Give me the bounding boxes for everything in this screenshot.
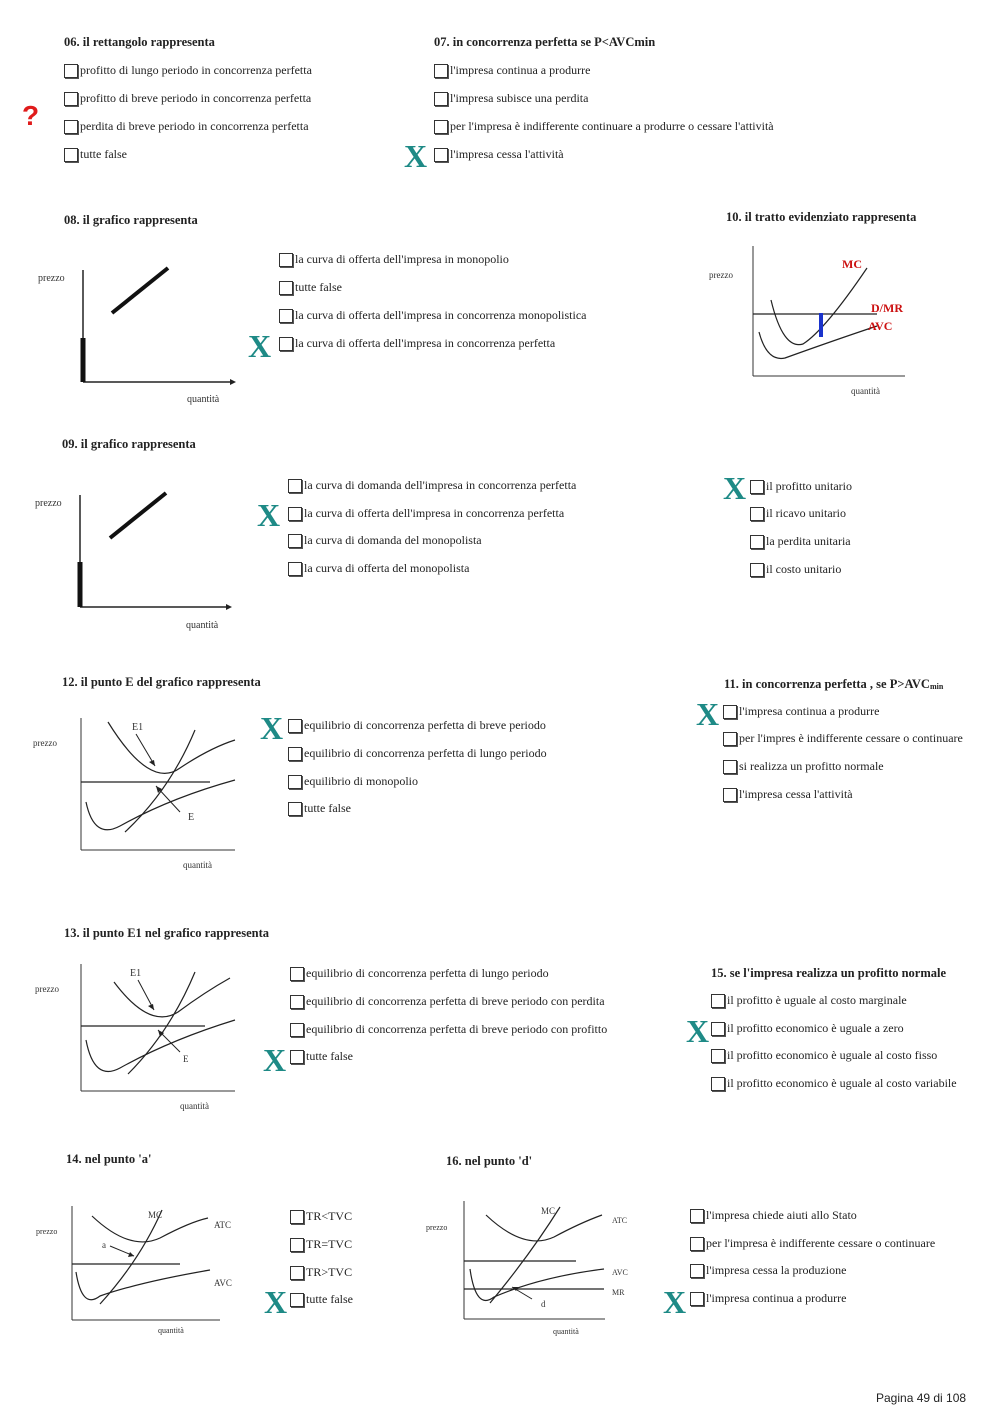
checkbox[interactable]: [723, 760, 737, 774]
q08-option-1[interactable]: la curva di offerta dell'impresa in monopolio: [279, 251, 509, 267]
answer-mark-q07: X: [404, 138, 428, 174]
answer-mark-q14: X: [264, 1284, 288, 1320]
checkbox[interactable]: [434, 120, 448, 134]
graph-label-d: d: [541, 1299, 546, 1309]
q14-option-4[interactable]: tutte false: [290, 1291, 353, 1307]
checkbox[interactable]: [290, 1293, 304, 1307]
q15-option-1[interactable]: il profitto è uguale al costo marginale: [711, 992, 907, 1008]
graph-label-quantita: quantità: [183, 860, 212, 870]
checkbox[interactable]: [711, 994, 725, 1008]
graph-label-prezzo: prezzo: [38, 273, 65, 284]
graph-label-atc: ATC: [214, 1220, 232, 1230]
question-16-title: 16. nel punto 'd': [446, 1154, 533, 1168]
graph-q14: [30, 1200, 260, 1340]
checkbox[interactable]: [690, 1209, 704, 1223]
graph-q10: [705, 240, 935, 400]
graph-label-e: E: [183, 1054, 189, 1064]
checkbox[interactable]: [290, 1050, 304, 1064]
question-07-title: 07. in concorrenza perfetta se P<AVCmin: [434, 35, 656, 49]
q16-option-3[interactable]: l'impresa cessa la produzione: [690, 1262, 846, 1278]
checkbox[interactable]: [434, 92, 448, 106]
graph-label-avc: AVC: [612, 1268, 628, 1277]
q07-option-1[interactable]: l'impresa continua a produrre: [434, 62, 590, 78]
checkbox[interactable]: [64, 92, 78, 106]
q12-option-2[interactable]: equilibrio di concorrenza perfetta di lungo periodo: [288, 745, 547, 761]
q06-option-1[interactable]: profitto di lungo periodo in concorrenza perfetta: [64, 62, 312, 78]
checkbox[interactable]: [290, 967, 304, 981]
checkbox[interactable]: [288, 747, 302, 761]
q11-option-4[interactable]: l'impresa cessa l'attività: [723, 786, 853, 802]
checkbox[interactable]: [290, 995, 304, 1009]
graph-q08: [30, 260, 260, 410]
graph-q13: [30, 958, 260, 1118]
q06-option-4[interactable]: tutte false: [64, 146, 127, 162]
q10-option-3[interactable]: la perdita unitaria: [750, 533, 851, 549]
question-09-title: 09. il grafico rappresenta: [62, 437, 196, 451]
answer-mark-q12: X: [260, 710, 284, 746]
q10-option-2[interactable]: il ricavo unitario: [750, 505, 846, 521]
q13-option-3[interactable]: equilibrio di concorrenza perfetta di breve periodo con profitto: [290, 1021, 607, 1037]
answer-mark-q13: X: [263, 1042, 287, 1078]
answer-mark-q08: X: [248, 328, 272, 364]
answer-mark-q15: X: [686, 1013, 710, 1049]
q10-option-1[interactable]: il profitto unitario: [750, 478, 852, 494]
question-12-title: 12. il punto E del grafico rappresenta: [62, 675, 261, 689]
checkbox[interactable]: [723, 732, 737, 746]
checkbox[interactable]: [288, 775, 302, 789]
checkbox[interactable]: [279, 281, 293, 295]
checkbox[interactable]: [711, 1077, 725, 1091]
q09-option-1[interactable]: la curva di domanda dell'impresa in concorrenza perfetta: [288, 477, 576, 493]
question-11-title: 11. in concorrenza perfetta , se $P>AVC_{min}$: [724, 677, 944, 691]
q07-option-2[interactable]: l'impresa subisce una perdita: [434, 90, 588, 106]
graph-label-e1: E1: [132, 722, 144, 733]
q11-option-1[interactable]: l'impresa continua a produrre: [723, 703, 879, 719]
graph-label-prezzo: prezzo: [33, 738, 57, 748]
q12-option-4[interactable]: tutte false: [288, 800, 351, 816]
q11-option-2[interactable]: per l'impres è indifferente cessare o continuare: [723, 730, 963, 746]
q12-option-1[interactable]: equilibrio di concorrenza perfetta di breve periodo: [288, 717, 546, 733]
q08-option-4[interactable]: la curva di offerta dell'impresa in concorrenza perfetta: [279, 335, 555, 351]
question-06-title: 06. il rettangolo rappresenta: [64, 35, 215, 49]
q11-option-3[interactable]: si realizza un profitto normale: [723, 758, 884, 774]
checkbox[interactable]: [279, 309, 293, 323]
q16-option-4[interactable]: l'impresa continua a produrre: [690, 1290, 846, 1306]
graph-label-mr: MR: [612, 1288, 625, 1297]
q08-option-3[interactable]: la curva di offerta dell'impresa in concorrenza monopolistica: [279, 307, 587, 323]
checkbox[interactable]: [723, 788, 737, 802]
checkbox[interactable]: [64, 64, 78, 78]
graph-label-quantita: quantità: [851, 386, 880, 396]
checkbox[interactable]: [750, 535, 764, 549]
checkbox[interactable]: [288, 507, 302, 521]
graph-q09: [30, 485, 260, 635]
graph-label-quantita: quantità: [158, 1326, 184, 1335]
question-14-title: 14. nel punto 'a': [66, 1152, 152, 1166]
checkbox[interactable]: [711, 1022, 725, 1036]
q13-option-1[interactable]: equilibrio di concorrenza perfetta di lungo periodo: [290, 965, 549, 981]
checkbox[interactable]: [690, 1237, 704, 1251]
q15-option-3[interactable]: il profitto economico è uguale al costo fisso: [711, 1047, 937, 1063]
graph-label-quantita: quantità: [186, 620, 219, 631]
graph-label-prezzo: prezzo: [36, 1227, 58, 1236]
question-13-title: 13. il punto E1 nel grafico rappresenta: [64, 926, 269, 940]
q09-option-2[interactable]: la curva di offerta dell'impresa in concorrenza perfetta: [288, 505, 564, 521]
checkbox[interactable]: [288, 562, 302, 576]
q16-option-1[interactable]: l'impresa chiede aiuti allo Stato: [690, 1207, 857, 1223]
q12-option-3[interactable]: equilibrio di monopolio: [288, 773, 418, 789]
checkbox[interactable]: [434, 64, 448, 78]
answer-mark-q10: X: [723, 470, 747, 506]
graph-q16: [420, 1195, 650, 1340]
checkbox[interactable]: [288, 719, 302, 733]
checkbox[interactable]: [288, 534, 302, 548]
answer-mark-q11: X: [696, 696, 720, 732]
graph-label-prezzo: prezzo: [35, 498, 62, 509]
graph-label-prezzo: prezzo: [709, 270, 733, 280]
checkbox[interactable]: [750, 507, 764, 521]
question-08-title: 08. il grafico rappresenta: [64, 213, 198, 227]
graph-label-quantita: quantità: [180, 1101, 209, 1111]
question-10-title: 10. il tratto evidenziato rappresenta: [726, 210, 917, 224]
checkbox[interactable]: [279, 337, 293, 351]
graph-label-avc: AVC: [214, 1278, 232, 1288]
q14-option-2[interactable]: TR=TVC: [290, 1236, 352, 1252]
checkbox[interactable]: [711, 1049, 725, 1063]
graph-label-mc: MC: [842, 257, 862, 271]
question-15-title: 15. se l'impresa realizza un profitto normale: [711, 966, 947, 980]
q16-option-2[interactable]: per l'impresa è indifferente cessare o continuare: [690, 1235, 935, 1251]
page-footer: Pagina 49 di 108: [876, 1391, 967, 1405]
q07-option-3[interactable]: per l'impresa è indifferente continuare a produrre o cessare l'attività: [434, 118, 774, 134]
checkbox[interactable]: [64, 148, 78, 162]
graph-label-e: E: [188, 812, 195, 823]
graph-label-dmr: D/MR: [871, 301, 903, 315]
answer-mark-q09: X: [257, 497, 281, 533]
graph-label-a: a: [102, 1240, 106, 1250]
graph-label-avc: AVC: [868, 319, 893, 333]
checkbox[interactable]: [279, 253, 293, 267]
q10-option-4[interactable]: il costo unitario: [750, 561, 841, 577]
graph-q12: [30, 710, 260, 875]
checkbox[interactable]: [290, 1210, 304, 1224]
checkbox[interactable]: [690, 1264, 704, 1278]
q13-option-4[interactable]: tutte false: [290, 1048, 353, 1064]
graph-label-atc: ATC: [612, 1216, 628, 1225]
checkbox[interactable]: [690, 1292, 704, 1306]
checkbox[interactable]: [290, 1238, 304, 1252]
q08-option-2[interactable]: tutte false: [279, 279, 342, 295]
q13-option-2[interactable]: equilibrio di concorrenza perfetta di breve periodo con perdita: [290, 993, 605, 1009]
graph-label-prezzo: prezzo: [426, 1223, 448, 1232]
checkbox[interactable]: [750, 480, 764, 494]
checkbox[interactable]: [434, 148, 448, 162]
q09-option-3[interactable]: la curva di domanda del monopolista: [288, 532, 482, 548]
graph-label-quantita: quantità: [187, 394, 220, 405]
graph-label-e1: E1: [130, 968, 142, 979]
checkbox[interactable]: [750, 563, 764, 577]
question-mark-annotation: ?: [22, 100, 40, 131]
q07-option-4[interactable]: l'impresa cessa l'attività: [434, 146, 564, 162]
checkbox[interactable]: [288, 479, 302, 493]
q15-option-4[interactable]: il profitto economico è uguale al costo variabile: [711, 1075, 957, 1091]
graph-label-mc: MC: [541, 1206, 556, 1216]
q14-option-1[interactable]: TR<TVC: [290, 1208, 352, 1224]
q06-option-3[interactable]: perdita di breve periodo in concorrenza perfetta: [64, 118, 309, 134]
checkbox[interactable]: [288, 802, 302, 816]
q14-option-3[interactable]: TR>TVC: [290, 1264, 352, 1280]
graph-label-mc: MC: [148, 1210, 163, 1220]
checkbox[interactable]: [290, 1266, 304, 1280]
checkbox[interactable]: [290, 1023, 304, 1037]
graph-label-prezzo: prezzo: [35, 984, 59, 994]
q15-option-2[interactable]: il profitto economico è uguale a zero: [711, 1020, 904, 1036]
q06-option-2[interactable]: profitto di breve periodo in concorrenza perfetta: [64, 90, 311, 106]
q09-option-4[interactable]: la curva di offerta del monopolista: [288, 560, 469, 576]
checkbox[interactable]: [723, 705, 737, 719]
graph-label-quantita: quantità: [553, 1327, 579, 1336]
answer-mark-q16: X: [663, 1284, 687, 1320]
checkbox[interactable]: [64, 120, 78, 134]
